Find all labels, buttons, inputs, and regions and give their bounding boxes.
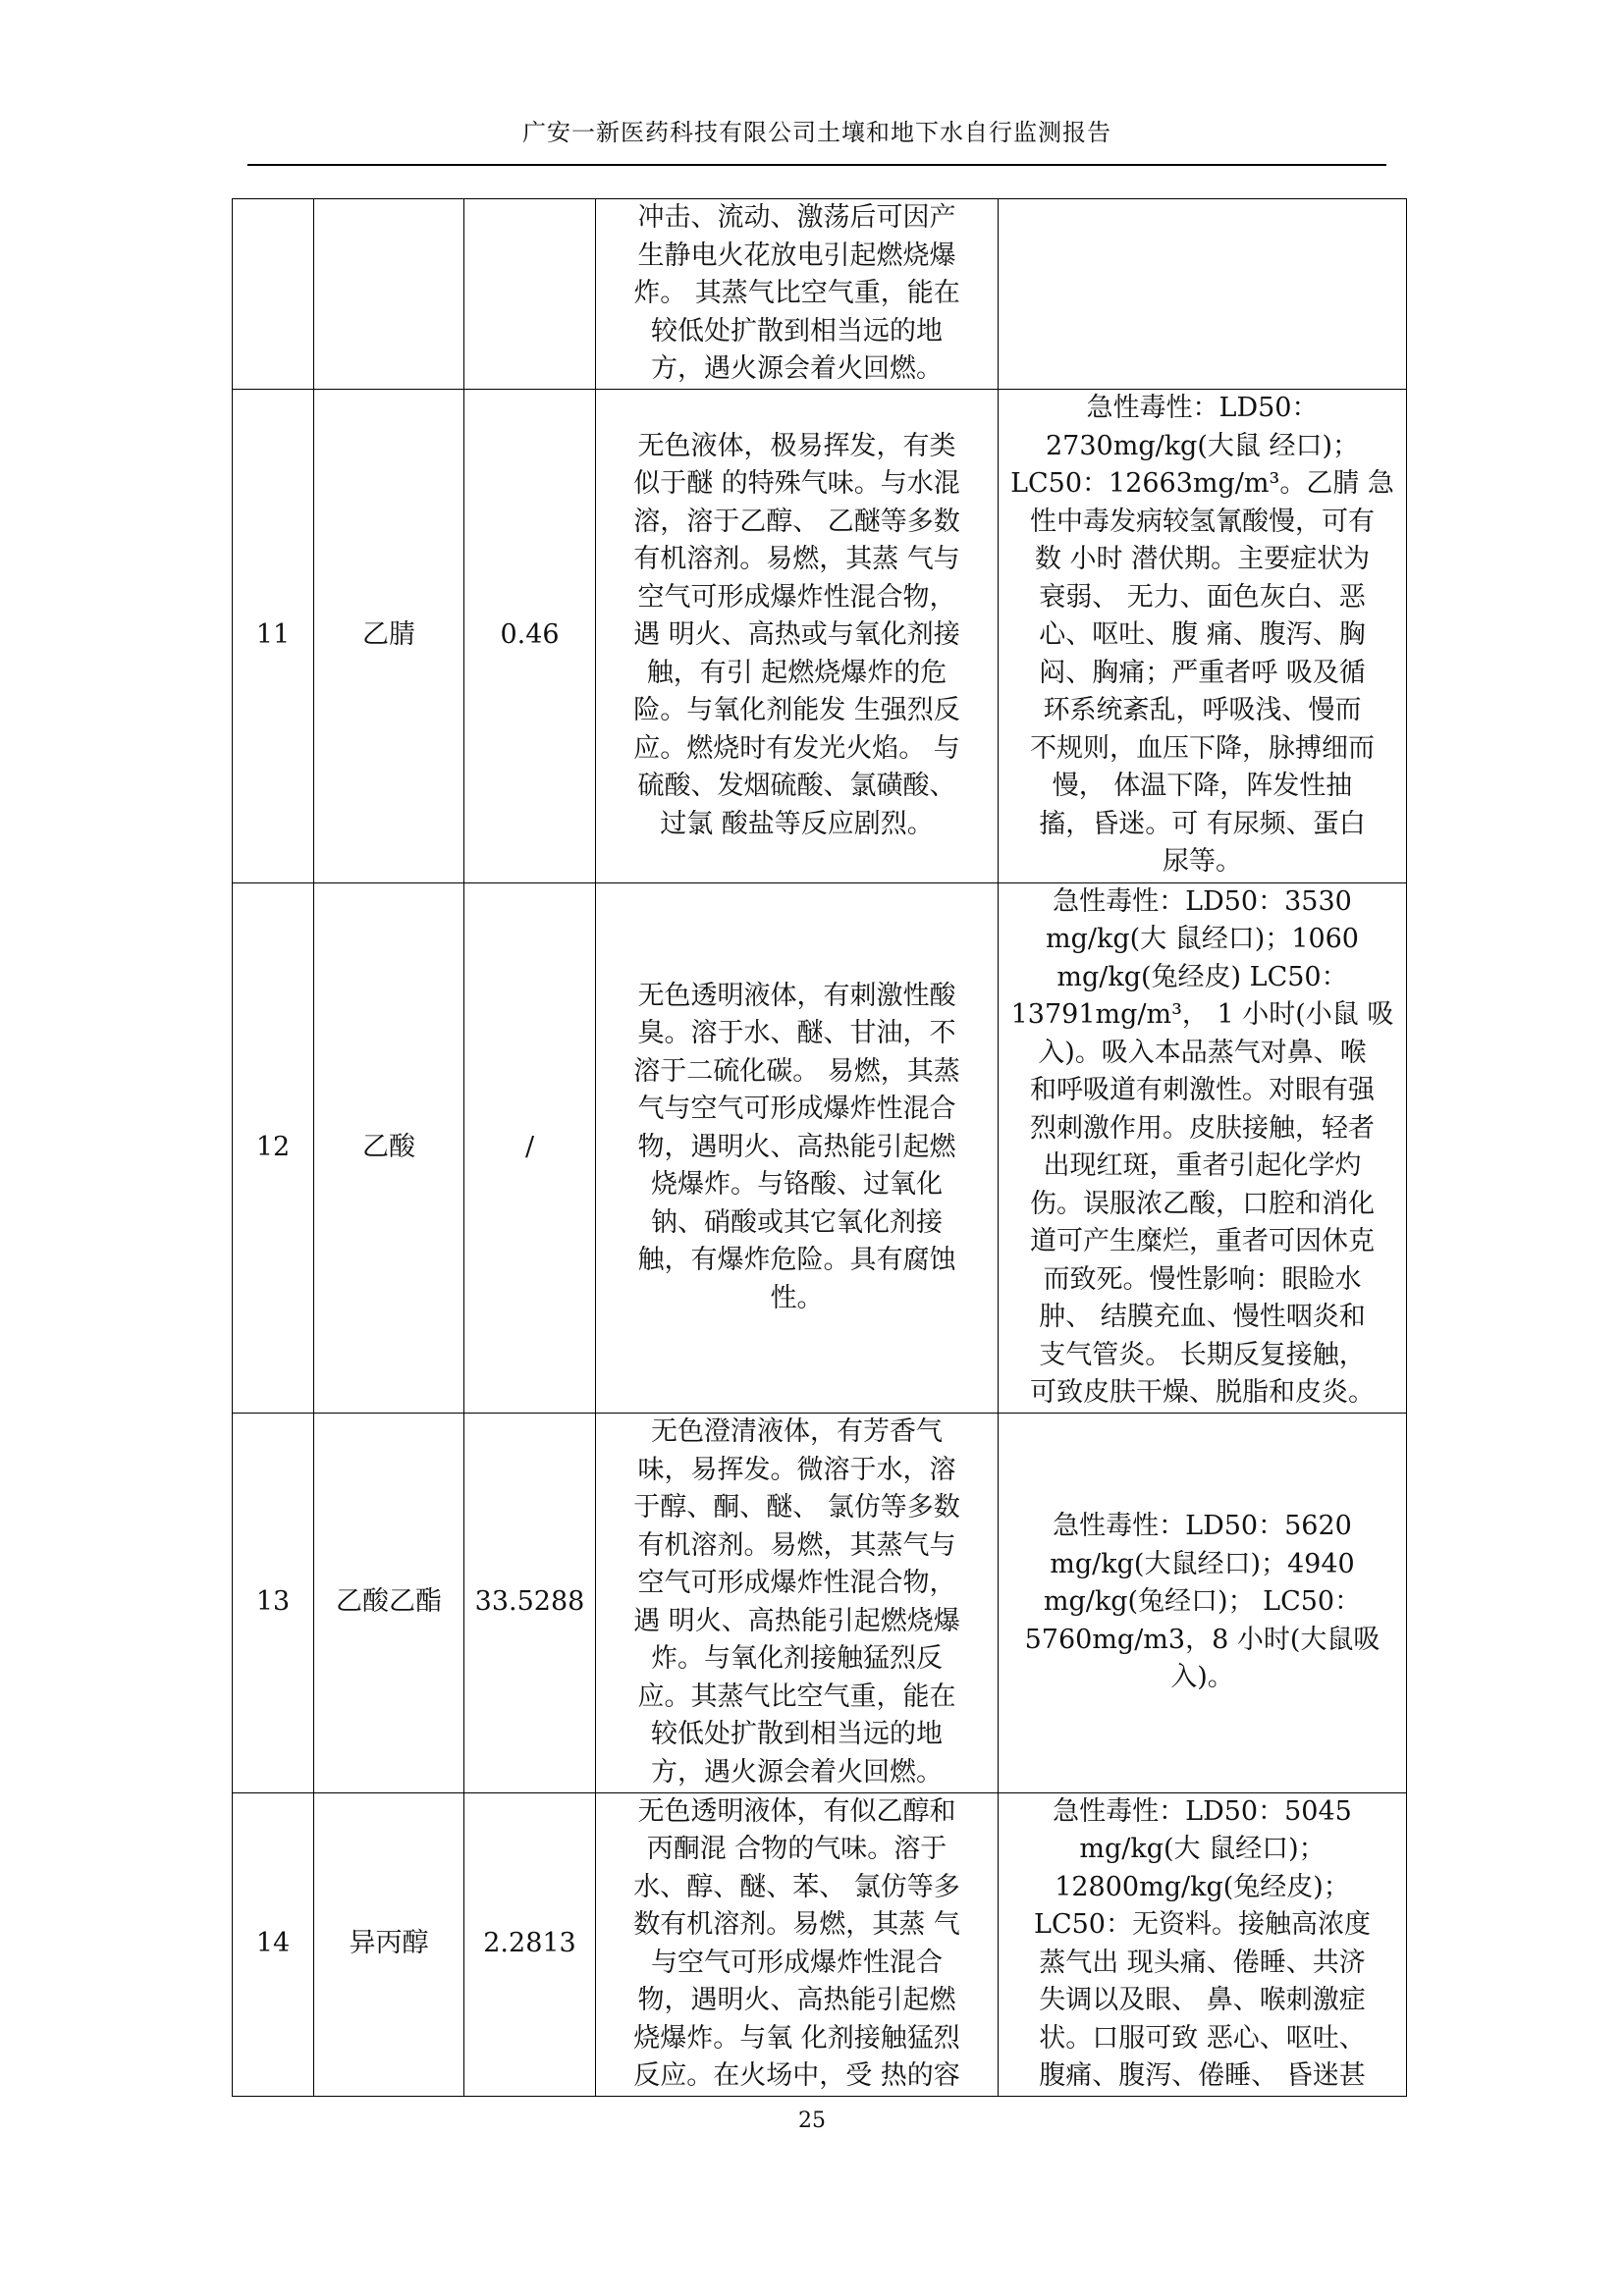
physical-chemical-properties: 冲击、流动、激荡后可因产 生静电火花放电引起燃烧爆 炸。 其蒸气比空气重，能在 较低处扩散到相当远的地 方，遇火源会着火回燃。 [596,199,999,390]
chemical-amount [464,199,596,390]
table-row [233,389,1407,882]
row-number: 11 [233,389,314,882]
physical-chemical-properties: 无色澄清液体，有芳香气 味，易挥发。微溶于水，溶 于醇、酮、醚、 氯仿等多数 有机溶剂。易燃，其蒸气与 空气可形成爆炸性混合物， 遇 明火、高热能引起燃烧爆 炸。与氧化剂接触猛烈反 应。其蒸气比空气重，能在 较低处扩散到相当远的地 方，遇火源会着火回燃。 [596,1413,999,1792]
row-number [233,199,314,390]
chemical-name: 乙腈 [314,389,464,882]
chemical-amount: 33.5288 [464,1413,596,1792]
page-header-title: 广安一新医药科技有限公司土壤和地下水自行监测报告 [522,119,1111,146]
chemical-name: 异丙醇 [314,1792,464,2096]
chemical-name [314,199,464,390]
chemical-name: 乙酸乙酯 [314,1413,464,1792]
row-number: 13 [233,1413,314,1792]
physical-chemical-properties: 无色透明液体，有刺激性酸 臭。溶于水、醚、甘油，不 溶于二硫化碳。 易燃，其蒸 气与空气可形成爆炸性混合 物，遇明火、高热能引起燃 烧爆炸。与铬酸、过氧化 钠、硝酸或其它氧化剂接 触，有爆炸危险。具有腐蚀 性。 [596,882,999,1413]
chemical-amount: 0.46 [464,389,596,882]
toxicity-info: 急性毒性：LD50： 2730mg/kg(大鼠 经口)； LC50：12663mg/m³。乙腈 急 性中毒发病较氢氰酸慢，可有 数 小时 潜伏期。主要症状为 衰弱、 无力、面色灰白、恶 心、呕吐、腹 痛、腹泻、胸 闷、胸痛；严重者呼 吸及循 环系统紊乱，呼吸浅、慢而 不规则，血压下降，脉搏细而 慢， 体温下降，阵发性抽 搐，昏迷。可 有尿频、蛋白 尿等。 [999,389,1407,882]
toxicity-info: 急性毒性：LD50：5620 mg/kg(大鼠经口)；4940 mg/kg(兔经口)； LC50： 5760mg/m3，8 小时(大鼠吸 入)。 [999,1413,1407,1792]
chemical-amount: / [464,882,596,1413]
chemical-amount: 2.2813 [464,1792,596,2096]
table-row [233,1413,1407,1792]
toxicity-info: 急性毒性：LD50：3530 mg/kg(大 鼠经口)；1060 mg/kg(兔经皮) LC50： 13791mg/m³， 1 小时(小鼠 吸 入)。吸入本品蒸气对鼻、喉 和呼吸道有刺激性。对眼有强 烈刺激作用。皮肤接触，轻者 出现红斑，重者引起化学灼 伤。误服浓乙酸，口腔和消化 道可产生糜烂，重者可因休克 而致死。慢性影响：眼睑水 肿、 结膜充血、慢性咽炎和 支气管炎。 长期反复接触， 可致皮肤干燥、脱脂和皮炎。 [999,882,1407,1413]
physical-chemical-properties: 无色透明液体，有似乙醇和 丙酮混 合物的气味。溶于 水、醇、醚、苯、 氯仿等多 数有机溶剂。易燃，其蒸 气 与空气可形成爆炸性混合 物，遇明火、高热能引起燃 烧爆炸。与氧 化剂接触猛烈 反应。在火场中，受 热的容 [596,1792,999,2096]
table-row [233,1792,1407,2096]
header-divider [247,164,1386,166]
table-row [233,882,1407,1413]
chemical-hazard-table [232,198,1407,2097]
row-number: 12 [233,882,314,1413]
toxicity-info: 急性毒性：LD50：5045 mg/kg(大 鼠经口)； 12800mg/kg(兔经皮)； LC50：无资料。接触高浓度 蒸气出 现头痛、倦睡、共济 失调以及眼、 鼻、喉刺激症 状。口服可致 恶心、呕吐、 腹痛、腹泻、倦睡、 昏迷甚 [999,1792,1407,2096]
page-number: 25 [798,2109,826,2133]
toxicity-info [999,199,1407,390]
row-number: 14 [233,1792,314,2096]
chemical-name: 乙酸 [314,882,464,1413]
physical-chemical-properties: 无色液体，极易挥发，有类 似于醚 的特殊气味。与水混 溶，溶于乙醇、 乙醚等多数 有机溶剂。易燃，其蒸 气与 空气可形成爆炸性混合物， 遇 明火、高热或与氧化剂接 触，有引 起燃烧爆炸的危 险。与氧化剂能发 生强烈反 应。燃烧时有发光火焰。 与 硫酸、发烟硫酸、氯磺酸、 过氯 酸盐等反应剧烈。 [596,389,999,882]
table-row [233,199,1407,390]
